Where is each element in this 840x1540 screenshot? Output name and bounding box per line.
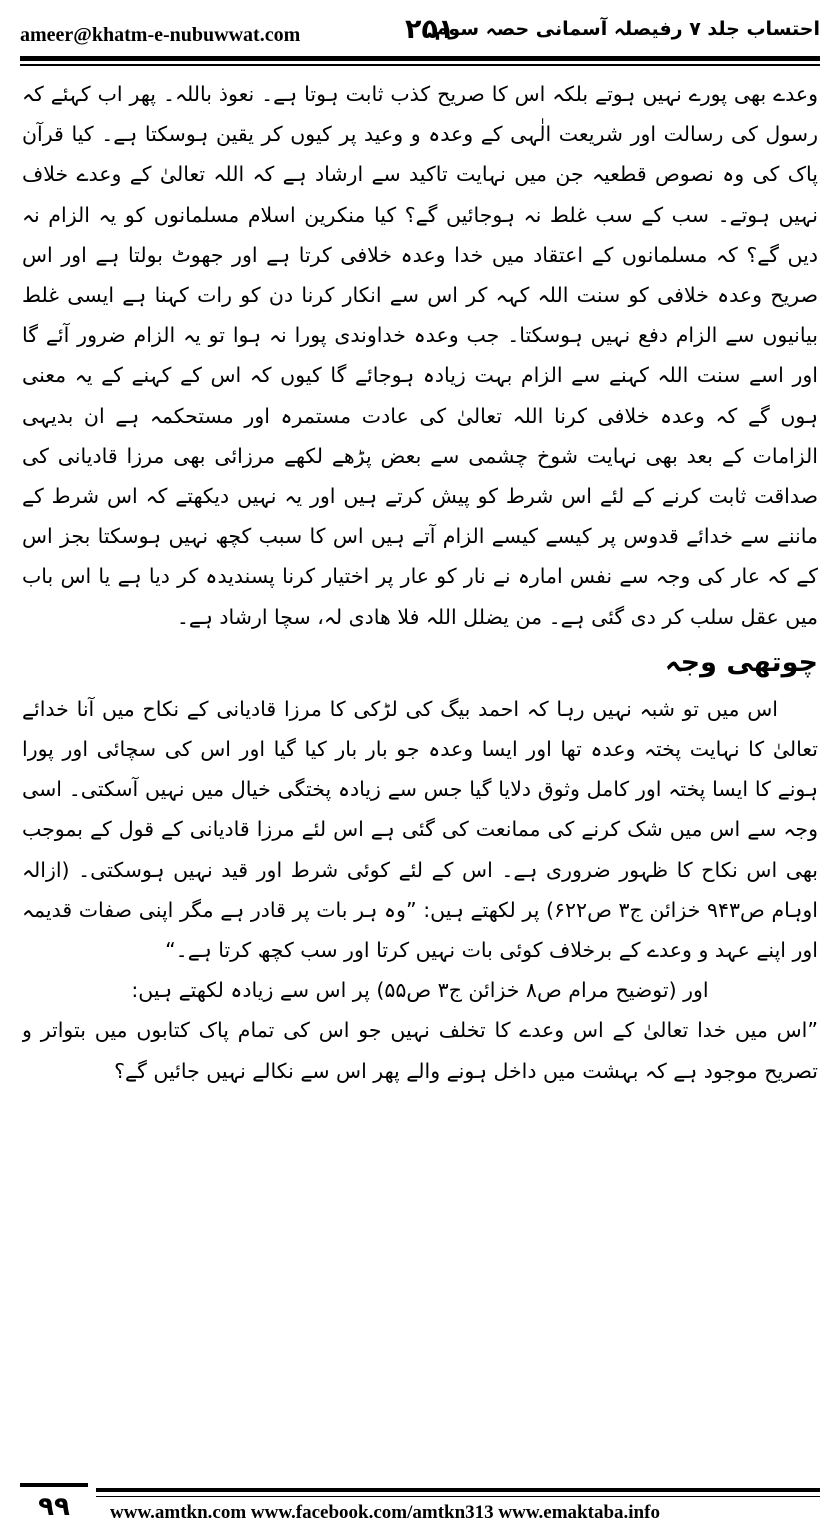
footer-links: www.amtkn.com www.facebook.com/amtkn313 www.emaktaba.info: [110, 1502, 660, 1523]
quote-intro: اور (توضیح مرام ص۸ خزائن ج۳ ص۵۵) پر اس سے زیادہ لکھتے ہیں:: [131, 978, 709, 1003]
header-email: ameer@khatm-e-nubuwwat.com: [20, 24, 301, 46]
header-page-number: ۲۵۱: [405, 14, 455, 45]
footer-page-number: ۹۹: [20, 1483, 88, 1527]
header-rule-thick: [20, 56, 820, 61]
footer-rule-thick: [96, 1488, 820, 1492]
page-header: [20, 6, 820, 56]
header-rule-thin: [20, 64, 820, 66]
paragraph-2: اس میں تو شبہ نہیں رہا کہ احمد بیگ کی لڑکی کا مرزا قادیانی کے نکاح میں آنا خدائے تعالیٰ کا نہایت پختہ وعدہ تھا اور ایسا وعدہ جو بار بار کیا گیا اور اس کی سچائی اور پورا ہونے کا ایسا پختہ اور کامل وثوق دلایا گیا جس سے زیادہ پختگی خیال میں نہیں آسکتی۔ اسی وجہ سے اس میں شک کرنے کی ممانعت کی گئی ہے اس لئے مرزا قادیانی کے قول کے بموجب بھی اس نکاح کا ظہور ضروری ہے۔ اس کے لئے کوئی شرط اور قید نہیں ہوسکتی۔ (ازالہ اوہام ص۹۴۳ خزائن ج۳ ص۶۲۲) پر لکھتے ہیں: ”وہ ہر بات پر قادر ہے مگر اپنی صفات قدیمہ اور اپنے عہد و وعدے کے برخلاف کوئی بات نہیں کرتا اور سب کچھ کرتا ہے۔“: [22, 696, 818, 963]
paragraph-1: وعدے بھی پورے نہیں ہوتے بلکہ اس کا صریح کذب ثابت ہوتا ہے۔ نعوذ باللہ۔ پھر اب کہئے کہ رسول کی رسالت اور شریعت الٰہی کے وعدہ و وعید پر کیوں کر یقین ہوسکتا ہے۔ کیا قرآن پاک کی وہ نصوص قطعیہ جن میں نہایت تاکید سے ارشاد ہے کہ اللہ تعالیٰ کے وعدے خلاف نہیں ہوتے۔ سب کے سب غلط نہ ہوجائیں گے؟ کیا منکرین اسلام مسلمانوں کو یہ الزام نہ دیں گے؟ کہ مسلمانوں کے اعتقاد میں خدا وعدہ خلافی کرتا ہے اور جھوٹ بولتا ہے اور اس صریح وعدہ خلافی کو سنت اللہ کہہ کر اس سے انکار کرنا دن کو رات کہنا ہے ایسی غلط بیانیوں سے الزام دفع نہیں ہوسکتا۔ جب وعدہ خداوندی پورا نہ ہوا تو یہ الزام ضرور آئے گا اور اسے سنت اللہ کہنے سے الزام بہت زیادہ ہوجائے گا کیوں کہ اس کے کہنے کے یہ معنی ہوں گے کہ وعدہ خلافی کرنا اللہ تعالیٰ کی عادت مستمرہ اور مستحکمہ ہے ان بدیہی الزامات کے بعد بھی نہایت شوخ چشمی سے بعض پڑھے لکھے مرزائی بھی مرزا قادیانی کی صداقت ثابت کرنے کے لئے اس شرط کو پیش کرتے ہیں اور یہ نہیں دیکھتے کہ اس شرط کے ماننے سے خدائے قدوس پر کیسے کیسے الزام آتے ہیں اس کا سبب کچھ نہیں ہوسکتا بجز اس کے کہ عار کی وجہ سے نفس امارہ نے نار کو عار پر اختیار کرنا پسندیدہ کر دیا ہے یا اس باب میں عقل سلب کر دی گئی ہے۔ من یضلل اللہ فلا ھادی لہ، سچا ارشاد ہے۔: [22, 82, 818, 629]
header-book-title: احتساب جلد ۷ رفیصلہ آسمانی حصہ سوم: [434, 18, 820, 40]
paragraph-3: ”اس میں خدا تعالیٰ کے اس وعدے کا تخلف نہیں جو اس کی تمام پاک کتابوں میں بتواتر و تصریح موجود ہے کہ بہشت میں داخل ہونے والے پھر اس سے نکالے نہیں جائیں گے؟: [22, 1018, 818, 1083]
page-body: [22, 74, 818, 1466]
section-heading: چوتھی وجہ: [664, 646, 818, 678]
footer-rule-thin: [96, 1496, 820, 1497]
